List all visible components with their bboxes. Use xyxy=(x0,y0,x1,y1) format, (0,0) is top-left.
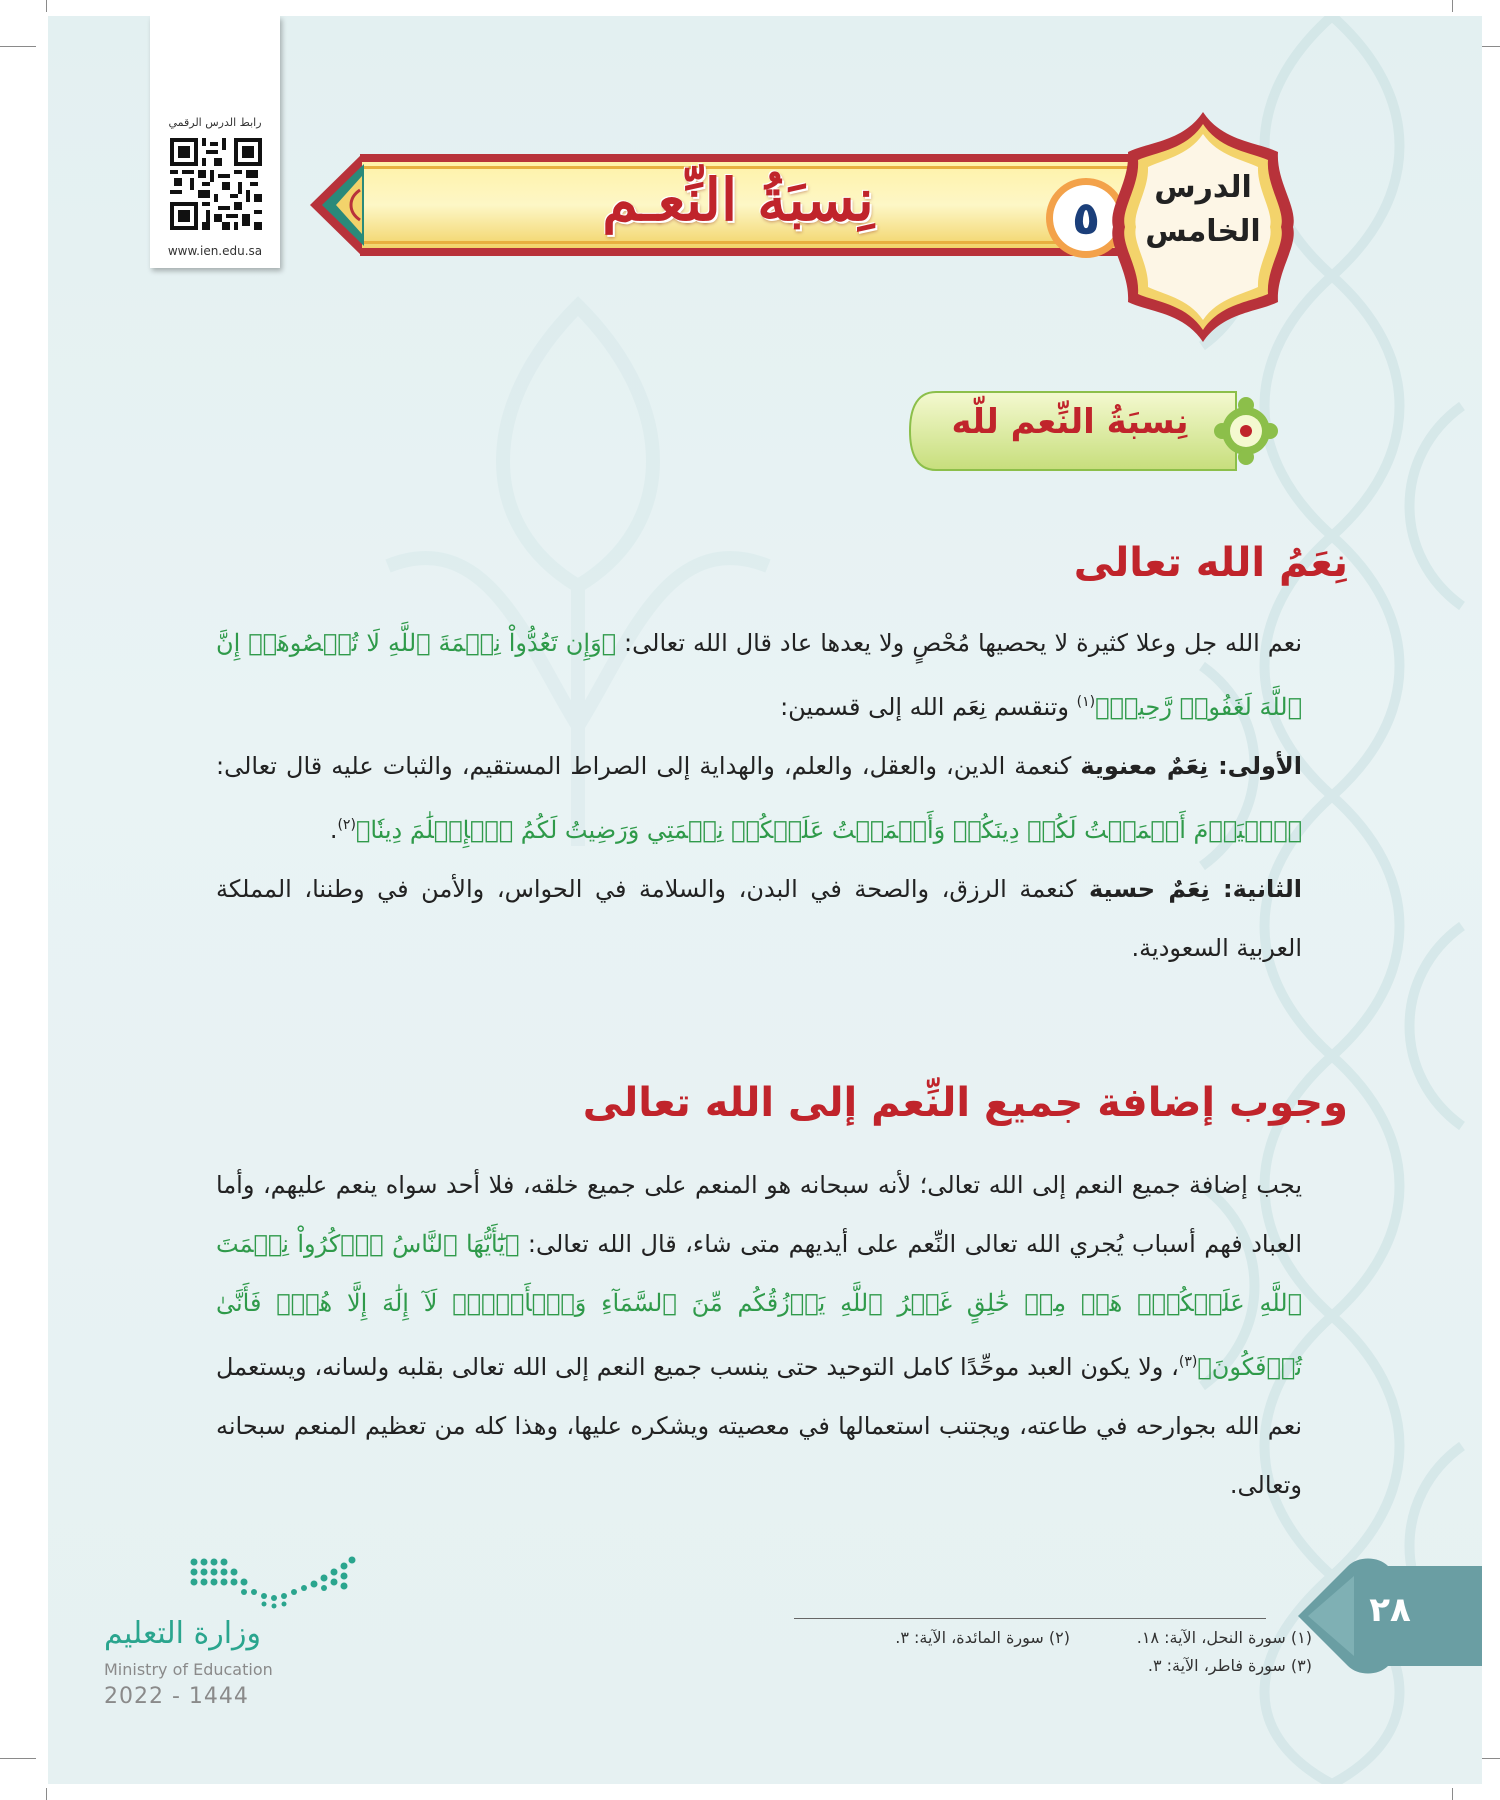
footnote-2: (٢) سورة المائدة، الآية: ٣. xyxy=(895,1628,1070,1647)
lesson-number: ٥ xyxy=(1071,191,1101,245)
blessings-body xyxy=(216,614,1302,978)
footnote-divider xyxy=(794,1618,1266,1619)
lesson-title: نِسبَةُ النِّعـم xyxy=(602,166,874,234)
first-type-text: كنعمة الدين، والعقل، والعلم، والهداية إلى الصراط المستقيم، والثبات عليه قال تعالى: xyxy=(216,752,1081,780)
footnote-3: (٣) سورة فاطر، الآية: ٣. xyxy=(1147,1656,1312,1675)
ministry-name-arabic: وزارة التعليم xyxy=(104,1616,262,1651)
lesson-label-line-1: الدرس xyxy=(1154,170,1252,205)
attribution-text-2: ، ولا يكون العبد موحِّدًا كامل التوحيد حتى ينسب جميع النعم إلى الله تعالى بقلبه ولسانه، ويستعمل نعم الله بجوارحه في طاعته، ويجتنب استعمالها في معصيته ويشكره عليها، وهذا كله من تعظيم المنعم سبحانه وتعالى. xyxy=(216,1353,1302,1499)
attribution-text-1: يجب إضافة جميع النعم إلى الله تعالى؛ لأنه سبحانه هو المنعم على جميع خلقه، فلا أحد سواه ينعم عليهم، وأما العباد فهم أسباب يُجري الله تعالى النِّعم على أيديهم متى شاء، قال الله تعالى: xyxy=(216,1171,1302,1258)
crop-mark xyxy=(0,1758,36,1759)
lesson-label-line-2: الخامس xyxy=(1145,214,1261,249)
footnote-1: (١) سورة النحل، الآية: ١٨. xyxy=(1136,1628,1312,1647)
crop-mark xyxy=(46,0,47,12)
section-title: نِسبَةُ النِّعم للّه xyxy=(951,402,1189,442)
crop-mark xyxy=(1452,1788,1453,1800)
footnote-ref-3: (٣) xyxy=(1178,1354,1198,1370)
ministry-name-english: Ministry of Education xyxy=(104,1660,273,1679)
first-type-label: الأولى: نِعَمٌ معنوية xyxy=(1080,752,1302,780)
quran-verse-2: ﴿ٱلۡيَوۡمَ أَكۡمَلۡتُ لَكُمۡ دِينَكُمۡ وَأَتۡمَمۡتُ عَلَيۡكُمۡ نِعۡمَتِي وَرَضِيتُ لَكُمُ ٱلۡإِسۡلَٰمَ دِينٗا﴾ xyxy=(355,816,1302,844)
footnote-ref-2: (٢) xyxy=(337,817,356,833)
heading-blessings: نِعَمُ الله تعالى xyxy=(1073,540,1348,586)
ministry-logo-dots xyxy=(186,1554,356,1610)
qr-code[interactable] xyxy=(170,138,262,230)
ministry-year: 2022 - 1444 xyxy=(104,1684,249,1709)
qr-card[interactable] xyxy=(150,16,280,268)
heading-attribution: وجوب إضافة جميع النِّعم إلى الله تعالى xyxy=(582,1080,1348,1126)
qr-url[interactable]: www.ien.edu.sa xyxy=(167,244,263,258)
page-number: ٢٨ xyxy=(1369,1590,1411,1630)
quran-verse-1: ﴿وَإِن تَعُدُّواْ نِعۡمَةَ ٱللَّهِ لَا تُحۡصُوهَآۗ إِنَّ ٱللَّهَ لَغَفُورٞ رَّحِيمٞ﴾ xyxy=(216,629,1302,721)
qr-label: رابط الدرس الرقمي xyxy=(168,116,262,129)
crop-mark xyxy=(0,46,36,47)
textbook-page xyxy=(48,16,1482,1784)
intro-text: نعم الله جل وعلا كثيرة لا يحصيها مُحْصٍ ولا يعدها عاد قال الله تعالى: xyxy=(616,629,1303,657)
second-type-text: كنعمة الرزق، والصحة في البدن، والسلامة في الحواس، والأمن في وطننا، المملكة العربية السعودية. xyxy=(216,875,1302,962)
attribution-body xyxy=(216,1156,1302,1515)
footnote-ref-1: (١) xyxy=(1076,694,1096,710)
crop-mark xyxy=(46,1788,47,1800)
crop-mark xyxy=(1452,0,1453,12)
lesson-label xyxy=(1140,166,1266,254)
first-type-tail: . xyxy=(329,816,338,844)
second-type-label: الثانية: نِعَمٌ حسية xyxy=(1088,875,1302,903)
quran-verse-3: ﴿يَٰٓأَيُّهَا ٱلنَّاسُ ٱذۡكُرُواْ نِعۡمَتَ ٱللَّهِ عَلَيۡكُمۡۚ هَلۡ مِنۡ خَٰلِقٍ غَيۡرُ ٱللَّهِ يَرۡزُقُكُم مِّنَ ٱلسَّمَآءِ وَٱلۡأَرۡضِۚ لَآ إِلَٰهَ إِلَّا هُوَۖ فَأَنَّىٰ تُؤۡفَكُونَ﴾ xyxy=(216,1230,1302,1381)
division-text: وتنقسم نِعَم الله إلى قسمين: xyxy=(780,693,1077,721)
